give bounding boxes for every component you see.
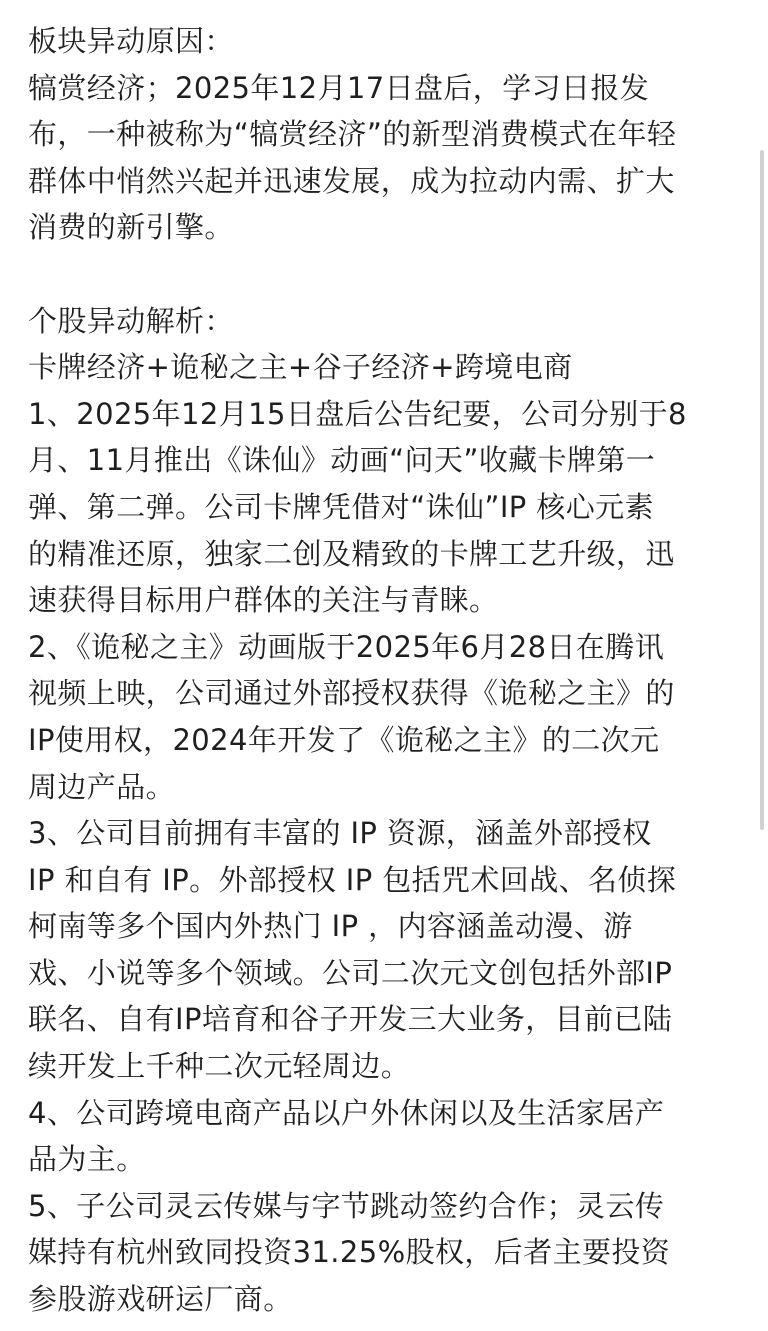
paragraph-line: 媒持有杭州致同投资31.25%股权，后者主要投资 bbox=[28, 1235, 671, 1270]
paragraph-line: 参股游戏研运厂商。 bbox=[28, 1282, 293, 1317]
paragraph-line: 犒赏经济；2025年12月17日盘后，学习日报发 bbox=[28, 70, 650, 105]
paragraph-line: 5、子公司灵云传媒与字节跳动签约合作；灵云传 bbox=[28, 1188, 665, 1223]
paragraph-line: 4、公司跨境电商产品以户外休闲以及生活家居产 bbox=[28, 1095, 665, 1130]
blank-line bbox=[28, 251, 742, 298]
section-heading-reason: 板块异动原因： bbox=[28, 24, 234, 58]
paragraph-line: 弹、第二弹。公司卡牌凭借对“诛仙”IP 核心元素 bbox=[28, 489, 654, 524]
paragraph-line: 布，一种被称为“犒赏经济”的新型消费模式在年轻 bbox=[28, 117, 677, 152]
paragraph-line: 柯南等多个国内外热门 IP ，内容涵盖动漫、游 bbox=[28, 909, 633, 944]
concept-tags: 卡牌经济+诡秘之主+谷子经济+跨境电商 bbox=[28, 350, 573, 385]
paragraph-line: 月、11月推出《诛仙》动画“问天”收藏卡牌第一 bbox=[28, 443, 656, 478]
paragraph-line: 周边产品。 bbox=[28, 769, 176, 804]
paragraph-line: IP 和自有 IP。外部授权 IP 包括咒术回战、名侦探 bbox=[28, 862, 677, 897]
paragraph-line: IP使用权，2024年开发了《诡秘之主》的二次元 bbox=[28, 722, 660, 757]
paragraph-line: 戏、小说等多个领域。公司二次元文创包括外部IP bbox=[28, 955, 673, 990]
paragraph-line: 消费的新引擎。 bbox=[28, 210, 234, 245]
paragraph-line: 2、《诡秘之主》动画版于2025年6月28日在腾讯 bbox=[28, 629, 665, 664]
scrollbar[interactable] bbox=[760, 150, 764, 830]
paragraph-line: 群体中悄然兴起并迅速发展，成为拉动内需、扩大 bbox=[28, 163, 675, 198]
paragraph-line: 品为主。 bbox=[28, 1142, 146, 1177]
paragraph-line: 续开发上千种二次元轻周边。 bbox=[28, 1049, 411, 1084]
paragraph-line: 1、2025年12月15日盘后公告纪要，公司分别于8 bbox=[28, 396, 687, 431]
paragraph-line: 速获得目标用户群体的关注与青睐。 bbox=[28, 583, 499, 618]
paragraph-line: 联名、自有IP培育和谷子开发三大业务，目前已陆 bbox=[28, 1002, 673, 1037]
paragraph-line: 3、公司目前拥有丰富的 IP 资源，涵盖外部授权 bbox=[28, 816, 652, 851]
paragraph-line: 视频上映，公司通过外部授权获得《诡秘之主》的 bbox=[28, 676, 675, 711]
paragraph-line: 的精准还原，独家二创及精致的卡牌工艺升级，迅 bbox=[28, 536, 675, 571]
section-heading-analysis: 个股异动解析： bbox=[28, 303, 234, 338]
article-body bbox=[28, 18, 742, 1323]
